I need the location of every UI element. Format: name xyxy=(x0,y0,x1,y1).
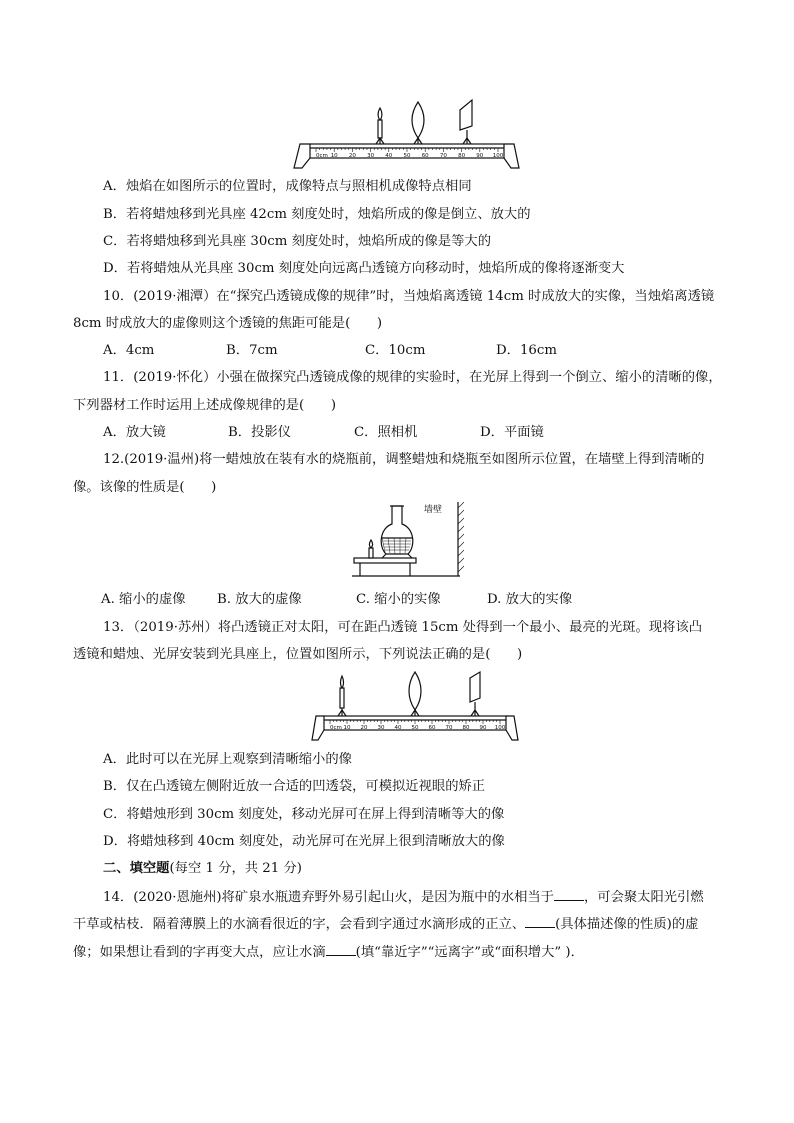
q13-stem-line1: 13．（2019·苏州）将凸透镜正对太阳，可在距凸透镜 15cm 处得到一个最小、最亮的光斑。现将该凸 xyxy=(103,620,703,635)
q12-option-c: C. 缩小的实像 xyxy=(356,592,441,607)
scale-label: 30 xyxy=(367,153,375,159)
scale-label: 30 xyxy=(377,725,385,731)
scale-label: 50 xyxy=(403,153,411,159)
q13-option-c: C．将蜡烛形到 30cm 刻度处，移动光屏可在屏上得到清晰等大的像 xyxy=(103,807,505,822)
q14-blank-1[interactable] xyxy=(554,888,584,901)
q11-stem-line1: 11．(2019·怀化）小强在做探究凸透镜成像的规律的实验时，在光屏上得到一个倒立、缩小的清晰的像， xyxy=(103,370,722,385)
q13-option-a: A．此时可以在光屏上观察到清晰缩小的像 xyxy=(103,752,352,767)
q14-line1 xyxy=(103,888,704,907)
scale-label: 80 xyxy=(458,153,466,159)
q13-stem-line2: 透镜和蜡烛、光屏安装到光具座上，位置如图所示，下列说法正确的是( ) xyxy=(73,647,523,662)
scale-label: 10 xyxy=(330,153,338,159)
optical-bench-figure-1 xyxy=(292,98,520,170)
wall-label: 墙壁 xyxy=(424,505,443,515)
q12-stem-line2: 像。该像的性质是( ) xyxy=(73,480,217,495)
q12-option-b: B. 放大的虚像 xyxy=(217,592,302,607)
q10-option-a: A．4cm xyxy=(103,343,155,358)
scale-label: 20 xyxy=(360,725,368,731)
scale-label: 70 xyxy=(445,725,453,731)
q10-option-c: C．10cm xyxy=(365,343,426,358)
q14-text-2: ，可会聚太阳光引燃 xyxy=(583,890,704,905)
scale-label: 60 xyxy=(428,725,436,731)
scale-label: 80 xyxy=(462,725,470,731)
scale-label: 40 xyxy=(385,153,393,159)
q11-stem-line2: 下列器材工作时运用上述成像规律的是( ) xyxy=(73,398,337,413)
q14-text-5: 像；如果想让看到的字再变大点，应让水滴 xyxy=(73,945,326,960)
section-2-note: (每空 1 分，共 21 分) xyxy=(169,861,302,876)
section-2-title: 二、填空题 xyxy=(103,861,170,876)
scale-label: 50 xyxy=(411,725,419,731)
q14-text-3: 干草或枯枝．隔着薄膜上的水滴看很近的字，会看到字通过水滴形成的正立、 xyxy=(73,917,526,932)
scale-label: 60 xyxy=(421,153,429,159)
q14-text-4: (具体描述像的性质)的虚 xyxy=(555,917,699,932)
scale-label: 0cm xyxy=(316,153,328,159)
q14-text-6: (填“靠近字”“远离字”或“面积增大” )． xyxy=(355,945,584,960)
q12-stem-line1: 12.(2019·温州)将一蜡烛放在装有水的烧瓶前，调整蜡烛和烧瓶至如图所示位置，在墙壁上得到清晰的 xyxy=(103,452,705,467)
q11-option-d: D．平面镜 xyxy=(480,425,544,440)
q9-option-c: C．若将蜡烛移到光具座 30cm 刻度处时，烛焰所成的像是等大的 xyxy=(103,234,492,249)
q14-blank-2[interactable] xyxy=(525,915,555,928)
scale-label: 0cm xyxy=(330,725,342,731)
flask-wall-figure xyxy=(352,498,466,582)
scale-label: 100 xyxy=(492,153,504,159)
q9-option-a: A．烛焰在如图所示的位置时，成像特点与照相机成像特点相同 xyxy=(103,179,472,194)
section-2-heading xyxy=(103,860,302,878)
scale-label: 100 xyxy=(494,725,506,731)
q14-line2 xyxy=(73,915,698,934)
scale-label: 20 xyxy=(348,153,356,159)
scale-label: 10 xyxy=(343,725,351,731)
q10-option-d: D．16cm xyxy=(496,343,557,358)
scale-label: 40 xyxy=(394,725,402,731)
q11-option-c: C．照相机 xyxy=(354,425,418,440)
q11-option-a: A．放大镜 xyxy=(103,425,166,440)
q11-option-b: B．投影仪 xyxy=(228,425,291,440)
q9-option-b: B．若将蜡烛移到光具座 42cm 刻度处时，烛焰所成的像是倒立、放大的 xyxy=(103,207,531,222)
q10-option-b: B．7cm xyxy=(226,343,278,358)
scale-label: 90 xyxy=(476,153,484,159)
q12-option-a: A. 缩小的虚像 xyxy=(101,592,186,607)
q13-option-d: D．将蜡烛移到 40cm 刻度处，动光屏可在光屏上很到清晰放大的像 xyxy=(103,834,505,849)
q10-stem-line1: 10．(2019·湘潭）在“探究凸透镜成像的规律”时，当烛焰离透镜 14cm 时成放大的实像，当烛焰离透镜 xyxy=(103,289,715,304)
q14-line3 xyxy=(73,943,584,962)
q14-text-1: 14．(2020·恩施州)将矿泉水瓶遗弃野外易引起山火，是因为瓶中的水相当于 xyxy=(103,890,554,905)
q14-blank-3[interactable] xyxy=(326,943,356,956)
scale-label: 70 xyxy=(439,153,447,159)
q10-stem-line2: 8cm 时成放大的虚像则这个透镜的焦距可能是( ) xyxy=(73,316,383,331)
optical-bench-figure-2 xyxy=(310,668,520,742)
q12-option-d: D. 放大的实像 xyxy=(487,592,573,607)
q9-option-d: D．若将蜡烛从光具座 30cm 刻度处向远离凸透镜方向移动时，烛焰所成的像将逐渐变大 xyxy=(103,261,625,276)
q13-option-b: B．仅在凸透镜左侧附近放一合适的凹透袋，可模拟近视眼的矫正 xyxy=(103,779,486,794)
scale-label: 90 xyxy=(479,725,487,731)
